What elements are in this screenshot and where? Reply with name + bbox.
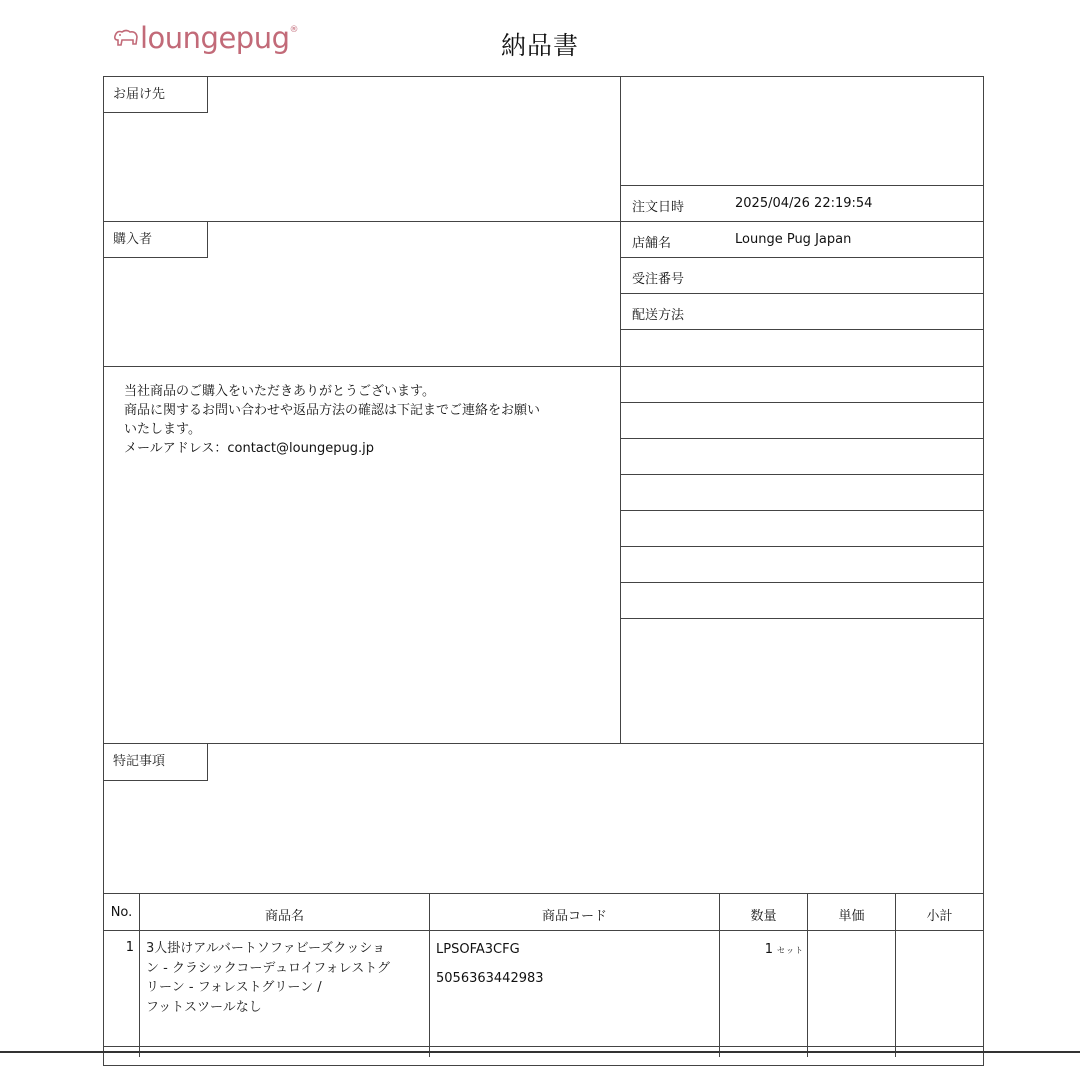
info-row-line (620, 510, 984, 511)
info-row-line (620, 293, 984, 294)
info-row-line (620, 257, 984, 258)
col-header-no: No. (110, 905, 133, 920)
order-number-label: 受注番号 (632, 272, 685, 287)
row-jan-code: 5056363442983 (436, 971, 544, 986)
column-divider (620, 76, 621, 744)
page-bottom-edge (0, 1051, 1080, 1053)
product-name-line: リーン - フォレストグリーン / (146, 980, 322, 995)
quantity-unit: セット (777, 946, 804, 955)
info-row-line (620, 582, 984, 583)
info-row-line (620, 185, 984, 186)
notice-contact-email: メールアドレス：contact@loungepug.jp (124, 441, 375, 456)
col-header-product-name: 商品名 (264, 909, 304, 924)
info-row-line (620, 329, 984, 330)
notice-line: 当社商品のご購入をいただきありがとうございます。 (124, 384, 435, 399)
product-name-line: 3人掛けアルバートソファビーズクッショ (146, 941, 386, 956)
pug-logo-icon (112, 26, 140, 50)
col-header-subtotal: 小計 (926, 909, 953, 924)
info-row-line (620, 546, 984, 547)
logo-registered-mark: ® (289, 25, 299, 35)
brand-logo (112, 20, 299, 56)
info-row-line (620, 402, 984, 403)
logo-wordmark: loungepug (140, 21, 290, 55)
row-quantity (720, 942, 804, 957)
shipping-method-label: 配送方法 (632, 308, 685, 323)
table-header-line (103, 930, 984, 931)
delivery-label: お届け先 (104, 77, 208, 113)
store-name-label: 店舗名 (632, 236, 672, 251)
section-divider (103, 893, 984, 894)
col-header-quantity: 数量 (750, 909, 777, 924)
info-row-line (620, 618, 984, 619)
row-product-code: LPSOFA3CFG (436, 942, 520, 957)
thank-you-notice (124, 382, 614, 458)
col-header-unit-price: 単価 (838, 909, 865, 924)
section-divider (103, 743, 984, 744)
purchaser-label: 購入者 (104, 222, 208, 258)
document-title: 納品書 (500, 31, 579, 60)
info-row-line (620, 221, 984, 222)
order-date-value: 2025/04/26 22:19:54 (735, 196, 873, 211)
quantity-value: 1 (764, 942, 773, 957)
col-header-product-code: 商品コード (541, 909, 607, 924)
info-row-line (620, 474, 984, 475)
next-row-line (103, 1046, 984, 1047)
notice-line: 商品に関するお問い合わせや返品方法の確認は下記までご連絡をお願い (124, 403, 541, 418)
store-name-value: Lounge Pug Japan (735, 232, 852, 247)
section-divider (103, 366, 984, 367)
order-date-label: 注文日時 (632, 200, 685, 215)
row-product-name (146, 939, 431, 1017)
remarks-label: 特記事項 (104, 744, 208, 781)
product-name-line: ン - クラシックコーデュロイフォレストグ (146, 960, 390, 976)
product-name-line: フットスツールなし (146, 999, 262, 1015)
notice-line: いたします。 (124, 422, 201, 437)
info-row-line (620, 438, 984, 439)
row-no: 1 (125, 940, 134, 955)
